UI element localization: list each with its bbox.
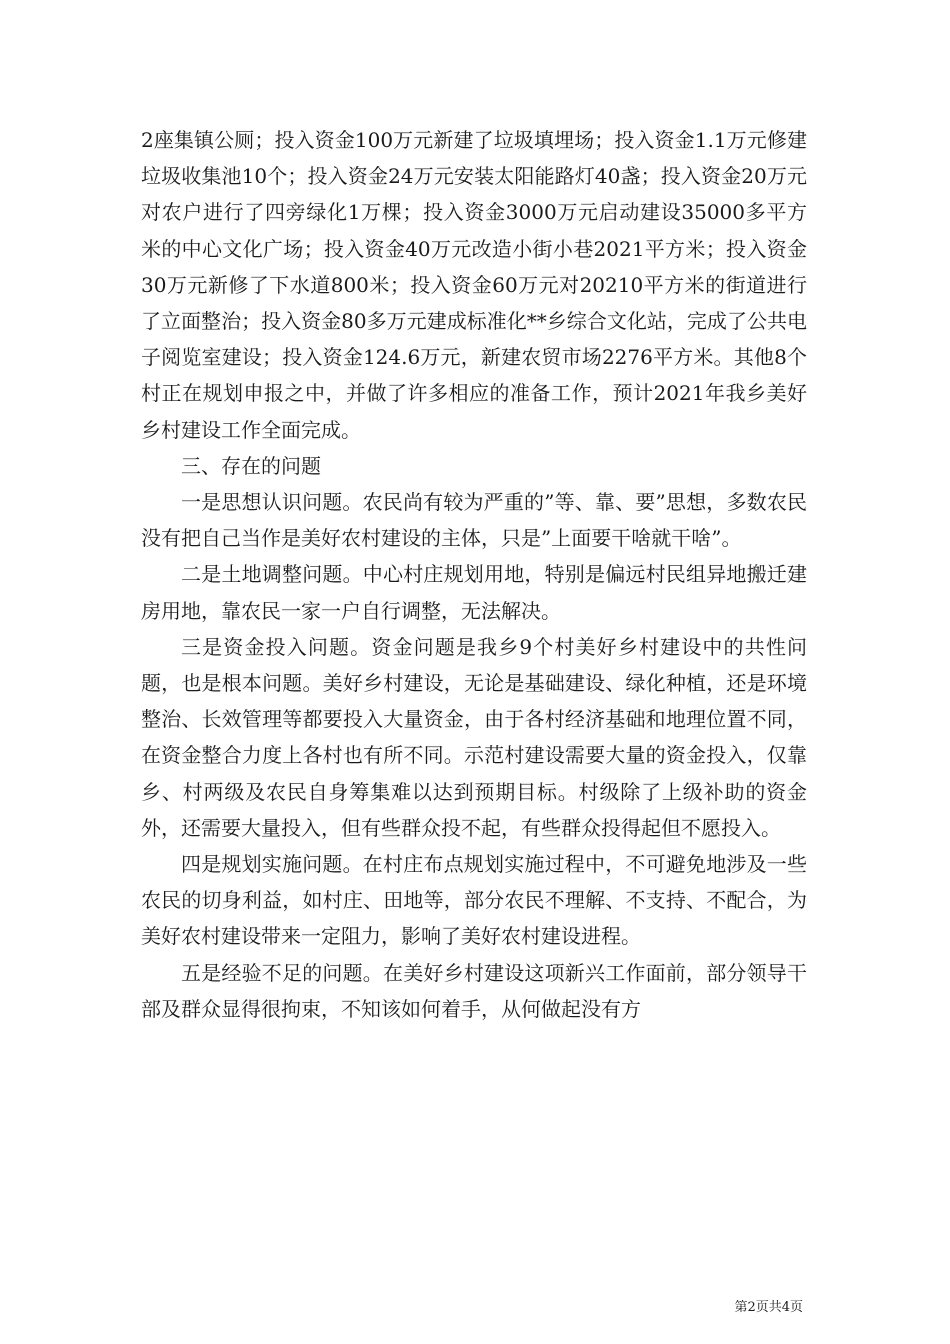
paragraph-funding-problem: 三是资金投入问题。资金问题是我乡9个村美好乡村建设中的共性问题，也是根本问题。美好乡村建设，无论是基础建设、绿化种植，还是环境整治、长效管理等都要投入大量资金，由于各村经济基础和地理位置不同，在资金整合力度上各村也有所不同。示范村建设需要大量的资金投入，仅靠乡、村两级及农民自身筹集难以达到预期目标。村级除了上级补助的资金外，还需要大量投入，但有些群众投不起，有些群众投得起但不愿投入。 — [141, 634, 807, 840]
paragraph-ideology-problem: 一是思想认识问题。农民尚有较为严重的”等、靠、要”思想，多数农民没有把自己当作是美好农村建设的主体，只是”上面要干啥就干啥”。 — [141, 490, 807, 551]
paragraph-land-problem: 二是土地调整问题。中心村庄规划用地，特别是偏远村民组异地搬迁建房用地，靠农民一家一户自行调整，无法解决。 — [141, 562, 807, 623]
paragraph-experience-problem: 五是经验不足的问题。在美好乡村建设这项新兴工作面前，部分领导干部及群众显得很拘束，不知该如何着手，从何做起没有方 — [141, 960, 807, 1021]
section-heading-problems: 三、存在的问题 — [181, 453, 321, 478]
document-body — [141, 122, 807, 1027]
page-number-footer: 第2页共4页 — [734, 1300, 803, 1315]
paragraph-planning-problem: 四是规划实施问题。在村庄布点规划实施过程中，不可避免地涉及一些农民的切身利益，如村庄、田地等，部分农民不理解、不支持、不配合，为美好农村建设带来一定阻力，影响了美好农村建设进程。 — [141, 852, 807, 949]
paragraph-investment-summary: 2座集镇公厕；投入资金100万元新建了垃圾填埋场；投入资金1.1万元修建垃圾收集池10个；投入资金24万元安装太阳能路灯40盏；投入资金20万元对农户进行了四旁绿化1万棵；投入资金3000万元启动建设35000多平方米的中心文化广场；投入资金40万元改造小街小巷2021平方米；投入资金30万元新修了下水道800米；投入资金60万元对20210平方米的街道进行了立面整治；投入资金80多万元建成标准化**乡综合文化站，完成了公共电子阅览室建设；投入资金124.6万元，新建农贸市场2276平方米。其他8个村正在规划申报之中，并做了许多相应的准备工作，预计2021年我乡美好乡村建设工作全面完成。 — [141, 128, 807, 442]
